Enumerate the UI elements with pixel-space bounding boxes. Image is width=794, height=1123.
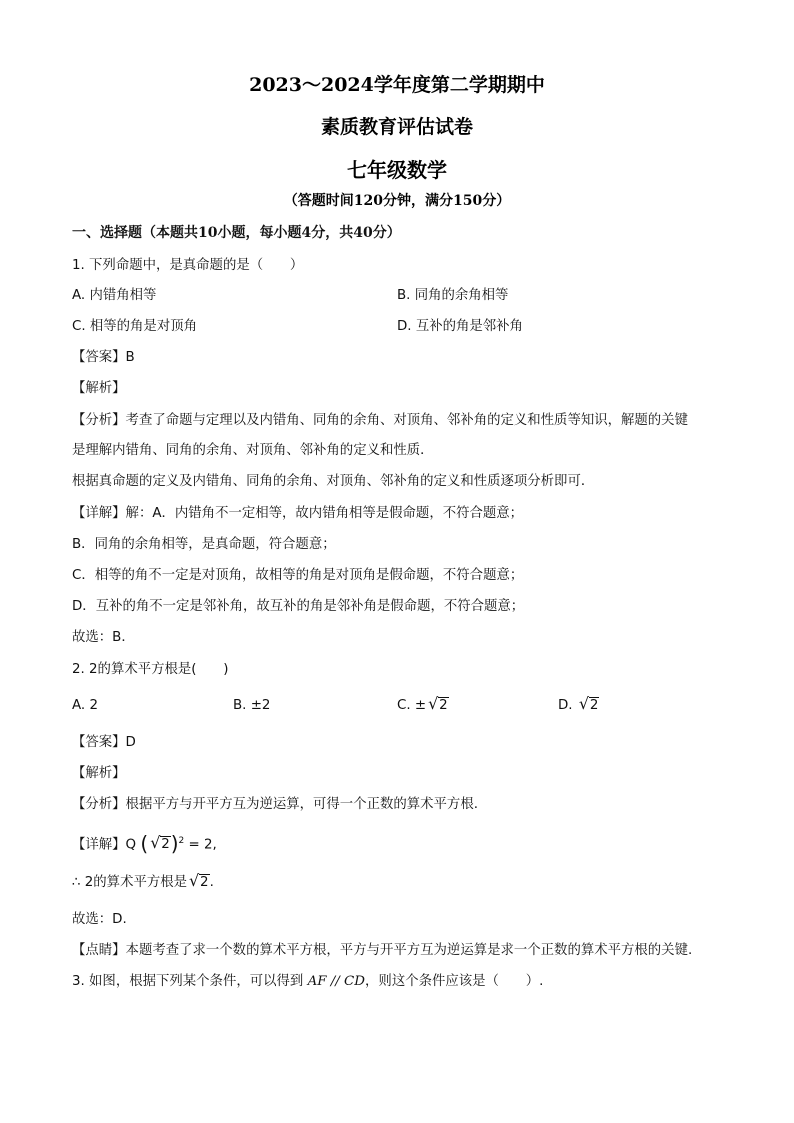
- q1-option-b: B. 同角的余角相等: [397, 288, 509, 303]
- q1-detail-a: 【详解】解：A．内错角不一定相等，故内错角相等是假命题，不符合题意；: [72, 506, 524, 521]
- q1-analysis-line1: 【分析】考查了命题与定理以及内错角、同角的余角、对顶角、邻补角的定义和性质等知识，解题的关键: [72, 413, 688, 428]
- sqrt-symbol: [428, 697, 449, 715]
- q1-option-d: D. 互补的角是邻补角: [397, 319, 523, 334]
- q2-answer: 【答案】D: [72, 735, 136, 750]
- q2-detail: [72, 832, 217, 854]
- exam-title-line2: 素质教育评估试卷: [320, 116, 473, 138]
- q2-comment: 【点睛】本题考查了求一个数的算术平方根，平方与开平方互为逆运算是求一个正数的算术平方根的关键.: [72, 943, 693, 958]
- q2-stem: 2. 2的算术平方根是( ): [72, 662, 229, 677]
- q2-therefore-prefix: ∴ 2的算术平方根是: [72, 875, 188, 890]
- left-paren: (: [140, 831, 149, 856]
- q2-analysis-label: 【解析】: [72, 766, 126, 781]
- q1-analysis-label: 【解析】: [72, 381, 126, 396]
- q3-stem-suffix: ，则这个条件应该是（ ）.: [365, 974, 544, 989]
- q2-option-d-prefix: D.: [558, 698, 573, 713]
- q1-option-c: C. 相等的角是对顶角: [72, 319, 197, 334]
- q2-option-d-radicand: 2: [589, 698, 599, 713]
- q2-option-c-radicand: 2: [439, 698, 448, 713]
- q2-analysis-line1: 【分析】根据平方与开平方互为逆运算，可得一个正数的算术平方根.: [72, 797, 478, 812]
- q3-stem: [72, 973, 543, 991]
- q3-stem-math: AF // CD: [307, 974, 366, 989]
- q1-detail-d: D．互补的角不一定是邻补角，故互补的角是邻补角是假命题，不符合题意；: [72, 599, 525, 614]
- q2-option-c: [397, 697, 449, 715]
- q1-analysis-line2: 是理解内错角、同角的余角、对顶角、邻补角的定义和性质．: [72, 443, 434, 458]
- q2-option-b: B. ±2: [233, 698, 271, 713]
- q1-answer: 【答案】B: [72, 350, 135, 365]
- q1-stem: 1. 下列命题中，是真命题的是（ ）: [72, 258, 304, 273]
- q2-detail-exponent: 2: [178, 836, 185, 846]
- q2-therefore: [72, 874, 214, 892]
- sqrt-symbol: [150, 836, 171, 854]
- sqrt-symbol: [189, 874, 210, 892]
- q1-option-a: A. 内错角相等: [72, 288, 157, 303]
- q2-choice: 故选：D.: [72, 912, 127, 927]
- q3-stem-prefix: 3. 如图，根据下列某个条件，可以得到: [72, 974, 304, 989]
- grade-subject: 七年级数学: [347, 158, 447, 182]
- q2-therefore-suffix: .: [209, 875, 214, 890]
- q2-detail-suffix: = 2,: [188, 837, 217, 853]
- q1-detail-c: C．相等的角不一定是对顶角，故相等的角是对顶角是假命题，不符合题意；: [72, 568, 524, 583]
- sqrt-symbol: [579, 697, 600, 715]
- q2-therefore-radicand: 2: [200, 875, 209, 890]
- q2-option-a: A. 2: [72, 698, 98, 713]
- q2-detail-prefix: 【详解】Q: [72, 837, 137, 853]
- exam-title: 2023～2024学年度第二学期期中: [249, 74, 545, 96]
- q1-analysis-line3: 根据真命题的定义及内错角、同角的余角、对顶角、邻补角的定义和性质逐项分析即可．: [72, 474, 595, 489]
- q2-option-c-prefix: C. ±: [397, 698, 427, 713]
- right-paren: ): [170, 831, 179, 856]
- q1-choice: 故选：B．: [72, 630, 135, 645]
- q2-detail-radicand: 2: [161, 837, 170, 853]
- section-heading: 一、选择题（本题共10小题，每小题4分，共40分）: [72, 225, 401, 241]
- q2-option-d: [558, 697, 599, 715]
- exam-time-score: （答题时间120分钟，满分150分）: [283, 193, 511, 209]
- q1-detail-b: B．同角的余角相等，是真命题，符合题意；: [72, 537, 336, 552]
